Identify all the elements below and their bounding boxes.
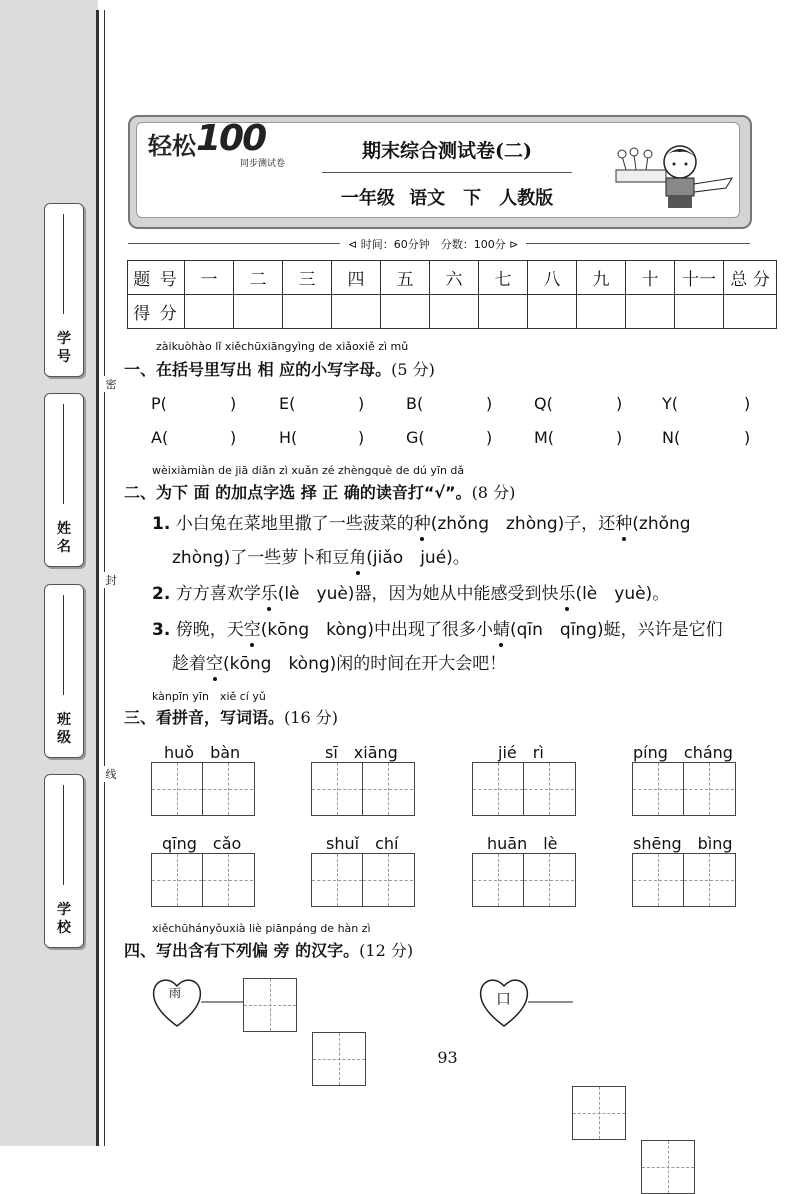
section1-heading xyxy=(124,357,435,380)
writing-grid[interactable] xyxy=(472,762,576,816)
score-cell[interactable] xyxy=(675,295,724,329)
close-paren: ) xyxy=(230,428,237,447)
school-field[interactable] xyxy=(44,774,84,948)
score-table xyxy=(127,260,777,329)
section3-points: (16 分) xyxy=(284,708,338,727)
name-field[interactable] xyxy=(44,393,84,567)
score-cell[interactable] xyxy=(528,295,577,329)
question-2-1-cont: zhòng)了一些萝卜和豆角(jiǎo jué)。 xyxy=(172,548,470,568)
letter-item[interactable]: P( xyxy=(151,394,167,413)
close-paren: ) xyxy=(230,394,237,413)
score-cell[interactable] xyxy=(332,295,381,329)
table-col: 六 xyxy=(430,261,479,295)
close-paren: ) xyxy=(486,394,493,413)
name-label: 姓 名 xyxy=(57,521,71,555)
page-number: 93 xyxy=(437,1048,458,1067)
letter-item[interactable]: G( xyxy=(406,428,425,447)
score-cell[interactable] xyxy=(283,295,332,329)
score-cell[interactable] xyxy=(185,295,234,329)
close-paren: ) xyxy=(358,394,365,413)
binding-line xyxy=(96,10,99,1146)
score-table-score-row xyxy=(128,295,777,329)
table-col: 七 xyxy=(479,261,528,295)
logo-text: 轻松 xyxy=(148,132,196,160)
class-field[interactable] xyxy=(44,584,84,758)
table-col: 九 xyxy=(577,261,626,295)
close-paren: ) xyxy=(486,428,493,447)
table-col: 二 xyxy=(234,261,283,295)
word-pinyin: qīng cǎo xyxy=(162,834,242,853)
table-col: 四 xyxy=(332,261,381,295)
school-label: 学 校 xyxy=(57,902,71,936)
writing-grid[interactable] xyxy=(632,853,736,907)
section1-title: 一、在括号里写出 相 应的小写字母。 xyxy=(124,360,392,379)
score-cell[interactable] xyxy=(724,295,777,329)
section1-pinyin: zàikuòhào lǐ xiěchūxiāngyìng de xiǎoxiě zì mǔ xyxy=(156,340,409,353)
table-col: 十一 xyxy=(675,261,724,295)
score-cell[interactable] xyxy=(430,295,479,329)
letter-item[interactable]: A( xyxy=(151,428,169,447)
exam-subtitle: 一年级 语文 下 人教版 xyxy=(340,188,554,209)
section3-title: 三、看拼音，写词语。 xyxy=(124,708,285,727)
writing-grid[interactable] xyxy=(151,853,255,907)
writing-cell[interactable] xyxy=(572,1086,626,1140)
word-pinyin: huǒ bàn xyxy=(164,743,241,762)
letter-item[interactable]: H( xyxy=(279,428,298,447)
section3-heading xyxy=(124,705,338,728)
binding-mark-line: 线 xyxy=(105,768,117,781)
question-2-1[interactable]: 1. 小白兔在菜地里撒了一些菠菜的种(zhǒng zhòng)子，还种(zhǒng xyxy=(152,514,691,534)
section1-points: (5 分) xyxy=(391,360,435,379)
score-cell[interactable] xyxy=(234,295,283,329)
title-rule xyxy=(322,172,572,173)
letter-item[interactable]: M( xyxy=(534,428,555,447)
table-header-label: 题 号 xyxy=(128,261,185,295)
heart-icon xyxy=(150,974,244,1030)
close-paren: ) xyxy=(616,428,623,447)
score-table-header-row xyxy=(128,261,777,295)
question-2-2[interactable]: 2. 方方喜欢学乐(lè yuè)器，因为她从中能感受到快乐(lè yuè)。 xyxy=(152,584,670,604)
writing-grid[interactable] xyxy=(472,853,576,907)
question-2-3[interactable]: 3. 傍晚，天空(kōng kòng)中出现了很多小蜻(qīn qīng)蜓，兴许是它们 xyxy=(152,620,723,640)
table-col: 十 xyxy=(626,261,675,295)
class-label: 班 级 xyxy=(57,712,71,746)
section3-pinyin: kànpīn yīn xiě cí yǔ xyxy=(152,690,266,703)
letter-item[interactable]: B( xyxy=(406,394,424,413)
score-cell[interactable] xyxy=(577,295,626,329)
section4-heading xyxy=(124,938,413,961)
close-paren: ) xyxy=(616,394,623,413)
close-paren: ) xyxy=(358,428,365,447)
close-paren: ) xyxy=(744,428,751,447)
letter-item[interactable]: E( xyxy=(279,394,296,413)
student-number-label: 学 号 xyxy=(57,331,71,365)
radical-label: 雨 xyxy=(169,986,182,1000)
heart-icon xyxy=(477,974,573,1030)
word-pinyin: shēng bìng xyxy=(633,834,733,853)
question-2-3-cont: 趁着空(kōng kòng)闲的时间在开大会吧！ xyxy=(172,654,507,674)
word-pinyin: píng cháng xyxy=(633,743,733,762)
letter-item[interactable]: Y( xyxy=(662,394,679,413)
section4-title: 四、写出含有下列偏 旁 的汉字。 xyxy=(124,941,360,960)
table-col-total: 总 分 xyxy=(724,261,777,295)
word-pinyin: jié rì xyxy=(498,743,544,762)
score-cell[interactable] xyxy=(381,295,430,329)
radical-label: 口 xyxy=(496,990,512,1008)
binding-mark-seal: 密 xyxy=(105,378,117,391)
section2-title: 二、为下 面 的加点字选 择 正 确的读音打“√”。 xyxy=(124,483,472,502)
score-cell[interactable] xyxy=(626,295,675,329)
writing-cell[interactable] xyxy=(243,978,297,1032)
section2-points: (8 分) xyxy=(471,483,516,502)
score-cell[interactable] xyxy=(479,295,528,329)
table-col: 一 xyxy=(185,261,234,295)
table-col: 八 xyxy=(528,261,577,295)
table-col: 三 xyxy=(283,261,332,295)
section4-pinyin: xiěchūhányǒuxià liè piānpáng de hàn zì xyxy=(152,922,371,935)
writing-grid[interactable] xyxy=(151,762,255,816)
binding-strip xyxy=(0,0,98,1146)
binding-mark-close: 封 xyxy=(105,574,117,587)
logo-number: 100 xyxy=(196,118,266,159)
letter-item[interactable]: Q( xyxy=(534,394,553,413)
time-info: ⊲ 时间：60分钟 分数：100分 ⊳ xyxy=(340,236,526,252)
word-pinyin: shuǐ chí xyxy=(326,834,399,853)
writing-grid[interactable] xyxy=(311,853,415,907)
word-pinyin: sī xiāng xyxy=(325,743,398,762)
exam-title: 期末综合测试卷(二) xyxy=(362,140,532,162)
writing-grid[interactable] xyxy=(632,762,736,816)
student-number-field[interactable] xyxy=(44,203,84,377)
table-col: 五 xyxy=(381,261,430,295)
word-pinyin: huān lè xyxy=(487,834,558,853)
section2-heading xyxy=(124,480,515,503)
logo-subtitle: 同步测试卷 xyxy=(240,159,286,169)
letter-item[interactable]: N( xyxy=(662,428,681,447)
section4-points: (12 分) xyxy=(359,941,414,960)
writing-grid[interactable] xyxy=(311,762,415,816)
boy-reading-icon xyxy=(608,140,738,212)
table-score-label: 得 分 xyxy=(128,295,185,329)
section2-pinyin: wèixiàmiàn de jiā diǎn zì xuǎn zé zhèngquè de dú yīn dǎ xyxy=(152,464,465,477)
close-paren: ) xyxy=(744,394,751,413)
writing-cell[interactable] xyxy=(641,1140,695,1194)
